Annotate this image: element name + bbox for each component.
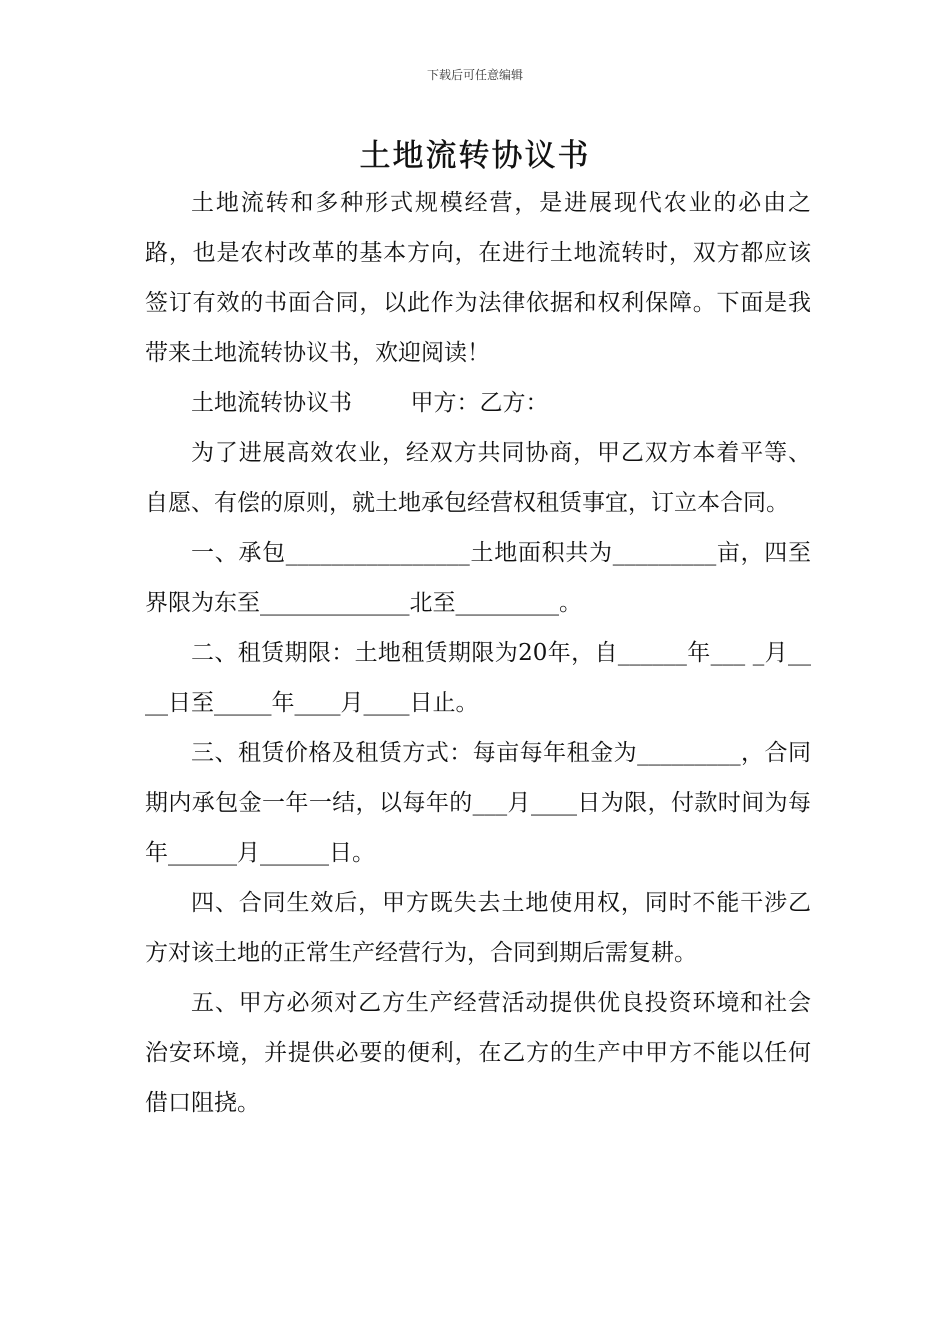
parties-label: 甲方：乙方： bbox=[410, 390, 549, 416]
header-note: 下载后可任意编辑 bbox=[426, 68, 523, 82]
document-title: 土地流转协议书 bbox=[359, 138, 591, 174]
doc-heading: 土地流转协议书 bbox=[191, 390, 352, 416]
intro-paragraph: 土地流转和多种形式规模经营，是进展现代农业的必由之路，也是农村改革的基本方向，在进行土地流转时，双方都应该签订有效的书面合同，以此作为法律依据和权利保障。下面是我带来土地流转协议书，欢迎阅读！ bbox=[145, 190, 811, 366]
clause-4: 四、合同生效后，甲方既失去土地使用权，同时不能干涉乙方对该土地的正常生产经营行为，合同到期后需复耕。 bbox=[145, 890, 811, 966]
parties-line bbox=[145, 378, 811, 428]
clause-5: 五、甲方必须对乙方生产经营活动提供优良投资环境和社会治安环境，并提供必要的便利，在乙方的生产中甲方不能以任何借口阻挠。 bbox=[145, 990, 811, 1116]
clause-3: 三、租赁价格及租赁方式：每亩每年租金为_________，合同期内承包金一年一结，以每年的___月____日为限，付款时间为每年______月______日。 bbox=[145, 740, 811, 866]
clause-1: 一、承包________________土地面积共为_________亩，四至界限为东至_____________北至_________。 bbox=[145, 540, 811, 616]
preamble-paragraph: 为了进展高效农业，经双方共同协商，甲乙双方本着平等、自愿、有偿的原则，就土地承包经营权租赁事宜，订立本合同。 bbox=[145, 440, 811, 516]
clause-2: 二、租赁期限：土地租赁期限为20年，自______年___ _月____日至_____年____月____日止。 bbox=[145, 640, 811, 716]
document-body bbox=[145, 178, 811, 1128]
